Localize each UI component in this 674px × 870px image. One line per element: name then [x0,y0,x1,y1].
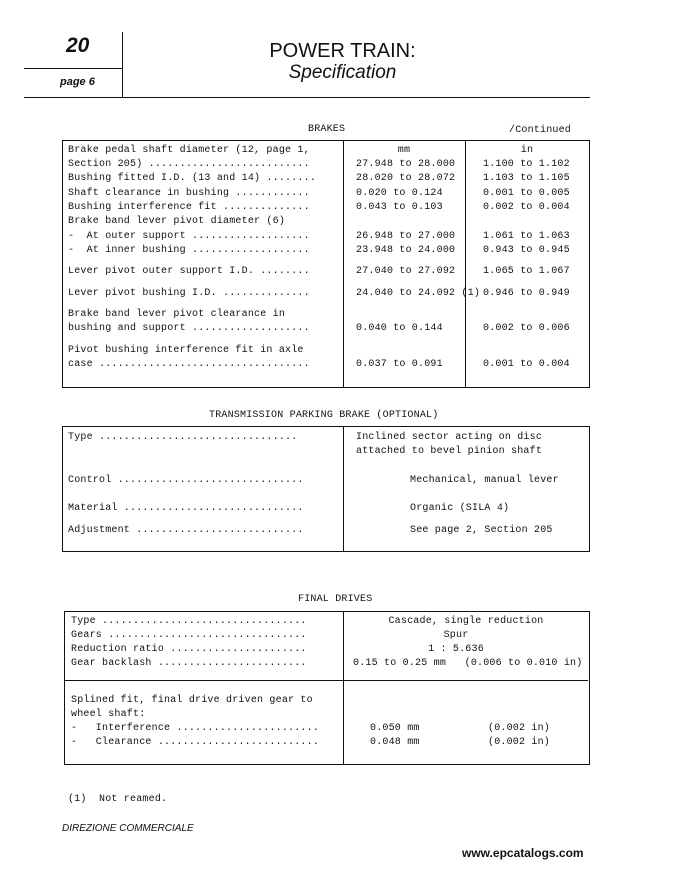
brakes-row-in: 0.943 to 0.945 [483,245,570,256]
final-drives-row-label: Gear backlash ........................ [71,658,307,669]
brakes-row-label: Section 205) .......................... [68,159,310,170]
brakes-row-mm: 0.040 to 0.144 [356,323,443,334]
brakes-row-label: Bushing interference fit .............. [68,202,310,213]
brakes-row-label: Pivot bushing interference fit in axle [68,345,304,356]
page-subtitle: Specification [288,62,397,83]
parking-row-label: Material ............................. [68,503,304,514]
brakes-row-label: Brake pedal shaft diameter (12, page 1, [68,145,310,156]
final-drives-row-label: Reduction ratio ...................... [71,644,307,655]
final-drives-heading: FINAL DRIVES [298,594,373,605]
final-drives-row-value: Spur [443,630,469,641]
footer-watermark-link[interactable]: www.epcatalogs.com [462,846,584,860]
brakes-row-in: 1.065 to 1.067 [483,266,570,277]
brakes-row-label: Shaft clearance in bushing ............ [68,188,310,199]
brakes-row-label: case .................................. [68,359,310,370]
brakes-row-mm: 27.948 to 28.000 [356,159,456,170]
brakes-row-mm: 23.948 to 24.000 [356,245,456,256]
brakes-row-in: 0.002 to 0.004 [483,202,570,213]
brakes-row-mm: 26.948 to 27.000 [356,231,456,242]
brakes-row-in: 0.946 to 0.949 [483,288,570,299]
brakes-row-label: Bushing fitted I.D. (13 and 14) ........ [68,173,317,184]
unit-mm-header: mm [397,145,411,156]
clearance-label: - Clearance .......................... [71,737,320,748]
page-label: page 6 [60,76,95,88]
final-drives-row-value: 0.15 to 0.25 mm (0.006 to 0.010 in) [353,658,583,669]
parking-heading: TRANSMISSION PARKING BRAKE (OPTIONAL) [209,410,439,421]
final-drives-row-label: Type ................................. [71,616,307,627]
page-number: 20 [66,34,90,57]
brakes-row-in: 0.001 to 0.004 [483,359,570,370]
parking-row-label: Adjustment ........................... [68,525,304,536]
parking-row-value: See page 2, Section 205 [410,525,553,536]
header-divider-vertical [122,32,123,97]
brakes-heading: BRAKES [308,124,346,135]
brakes-row-in: 1.103 to 1.105 [483,173,570,184]
final-drives-row-value: Cascade, single reduction [388,616,544,627]
page-title: POWER TRAIN: [269,40,416,62]
parking-row-value: Organic (SILA 4) [410,503,510,514]
parking-row-value: Mechanical, manual lever [410,475,559,486]
header-divider-short [24,68,122,69]
brakes-col-divider-2 [465,141,466,387]
parking-row-value: Inclined sector acting on disc [356,432,543,443]
brakes-row-in: 0.001 to 0.005 [483,188,570,199]
interference-mm: 0.050 mm [370,723,420,734]
clearance-mm: 0.048 mm [370,737,420,748]
interference-label: - Interference ....................... [71,723,320,734]
brakes-row-label: Lever pivot bushing I.D. .............. [68,288,310,299]
continued-label: /Continued [509,125,572,136]
parking-row-value: attached to bevel pinion shaft [356,446,543,457]
brakes-row-mm: 0.037 to 0.091 [356,359,443,370]
brakes-row-label: bushing and support ................... [68,323,310,334]
brakes-row-mm: 27.040 to 27.092 [356,266,456,277]
brakes-row-label: - At outer support ................... [68,231,310,242]
final-drives-row-label: Gears ................................ [71,630,307,641]
interference-in: (0.002 in) [488,723,551,734]
brakes-row-mm: 24.040 to 24.092 (1) [356,288,481,299]
brakes-row-mm: 28.020 to 28.072 [356,173,456,184]
footer-company: DIREZIONE COMMERCIALE [62,823,194,834]
brakes-row-label: Brake band lever pivot clearance in [68,309,286,320]
parking-row-label: Control .............................. [68,475,304,486]
parking-row-label: Type ................................ [68,432,298,443]
brakes-row-in: 1.061 to 1.063 [483,231,570,242]
unit-in-header: in [520,145,534,156]
brakes-row-in: 1.100 to 1.102 [483,159,570,170]
splined-text: Splined fit, final drive driven gear to [71,695,313,706]
brakes-col-divider-1 [343,141,344,387]
header-divider-long [24,97,590,98]
brakes-row-label: Lever pivot outer support I.D. ........ [68,266,310,277]
brakes-row-label: - At inner bushing ................... [68,245,310,256]
brakes-row-mm: 0.043 to 0.103 [356,202,443,213]
splined-text: wheel shaft: [71,709,146,720]
final-drives-row-divider [65,680,588,681]
parking-col-divider [343,427,344,551]
brakes-row-in: 0.002 to 0.006 [483,323,570,334]
brakes-row-label: Brake band lever pivot diameter (6) [68,216,286,227]
brakes-row-mm: 0.020 to 0.124 [356,188,443,199]
clearance-in: (0.002 in) [488,737,551,748]
final-drives-row-value: 1 : 5.636 [428,644,484,655]
footnote: (1) Not reamed. [68,794,168,805]
